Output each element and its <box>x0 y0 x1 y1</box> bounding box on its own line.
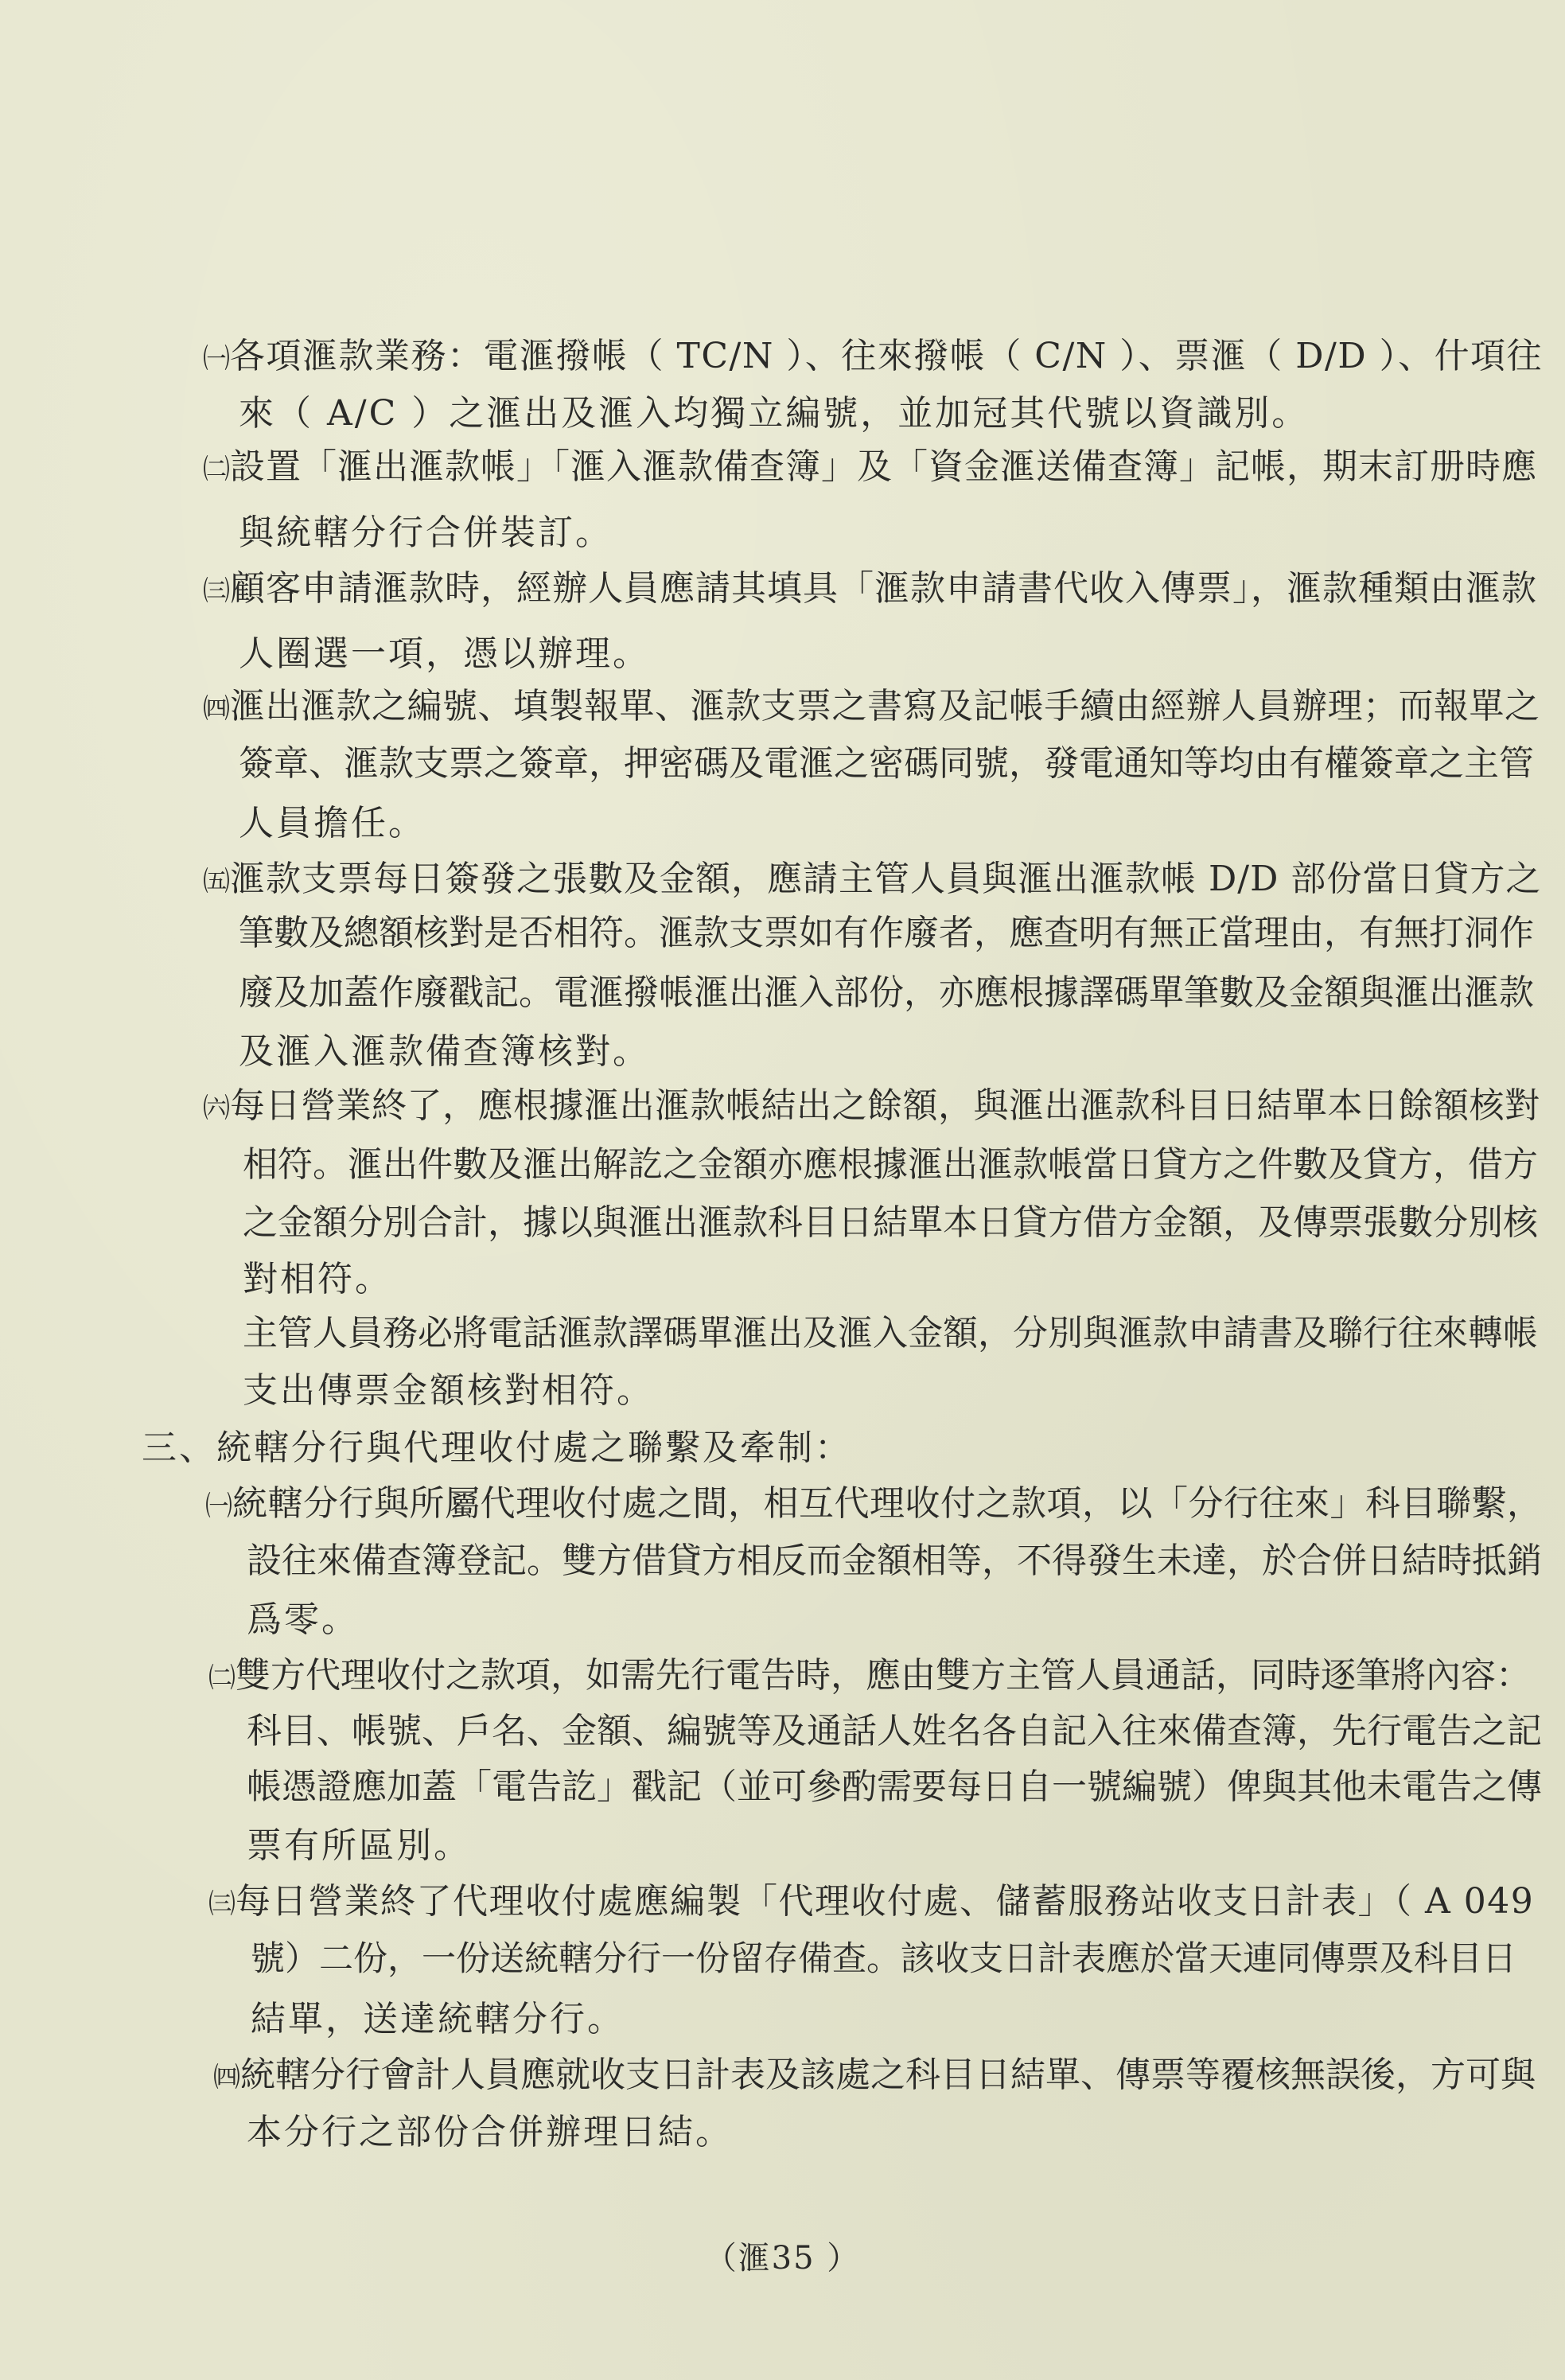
s3-item-2-line-4: 票有所區別。 <box>247 1825 471 1866</box>
item-2-text-1: 設置「滙出滙款帳」「滙入滙款備查簿」及「資金滙送備查簿」記帳，期末訂册時應 <box>230 446 1537 487</box>
section-3-heading: 三、統轄分行與代理收付處之聯繫及牽制： <box>142 1428 852 1468</box>
item-5-line-4: 及滙入滙款備查簿核對。 <box>239 1031 650 1072</box>
item-2-marker: ㈡ <box>203 454 230 485</box>
item-3-text-1: 顧客申請滙款時，經辦人員應請其填具「滙款申請書代收入傳票」，滙款種類由滙款 <box>230 568 1537 609</box>
item-5-line-1 <box>203 855 1541 906</box>
item-6-marker: ㈥ <box>203 1093 230 1124</box>
s3-item-2-marker: ㈡ <box>208 1662 236 1694</box>
page-number: （滙35 ） <box>704 2240 861 2277</box>
item-4-text-1: 滙出滙款之編號、填製報單、滙款支票之書寫及記帳手續由經辦人員辦理；而報單之 <box>230 686 1540 726</box>
item-5-marker: ㈤ <box>203 866 230 898</box>
s3-item-3-line-1 <box>208 1878 1534 1928</box>
item-1-marker: ㈠ <box>203 343 230 375</box>
s3-item-4-line-2: 本分行之部份合併辦理日結。 <box>247 2112 733 2152</box>
item-4-line-1 <box>203 683 1540 733</box>
item-5-text-1: 滙款支票每日簽發之張數及金額，應請主管人員與滙出滙款帳 D/D 部份當日貸方之 <box>230 859 1542 899</box>
s3-item-4-marker: ㈣ <box>213 2062 240 2094</box>
item-5-line-3: 廢及加蓋作廢戳記。電滙撥帳滙出滙入部份，亦應根據譯碼單筆數及金額與滙出滙款 <box>239 972 1534 1013</box>
s3-item-3-line-2: 號）二份，一份送統轄分行一份留存備查。該收支日計表應於當天連同傳票及科目日 <box>251 1939 1516 1979</box>
item-3-line-2: 人圈選一項，憑以辦理。 <box>239 633 650 674</box>
item-6-para2-line-1: 主管人員務必將電話滙款譯碼單滙出及滙入金額，分別與滙款申請書及聯行往來轉帳 <box>243 1313 1538 1354</box>
s3-item-2-line-1 <box>208 1652 1531 1702</box>
item-1-line-1 <box>203 333 1543 383</box>
item-6-line-2: 相符。滙出件數及滙出解訖之金額亦應根據滙出滙款帳當日貸方之件數及貸方，借方 <box>243 1144 1538 1185</box>
item-2-line-2: 與統轄分行合併裝訂。 <box>239 512 613 553</box>
item-6-para2-line-2: 支出傳票金額核對相符。 <box>243 1370 654 1411</box>
item-3-line-1 <box>203 565 1537 615</box>
item-2-line-1 <box>203 443 1537 493</box>
item-3-marker: ㈢ <box>203 575 230 607</box>
item-4-marker: ㈣ <box>203 693 230 725</box>
s3-item-4-text-1: 統轄分行會計人員應就收支日計表及該處之科目日結單、傳票等覆核無誤後，方可與 <box>240 2055 1536 2095</box>
s3-item-2-line-3: 帳憑證應加蓋「電告訖」戳記（並可參酌需要每日自一號編號）俾與其他未電告之傳 <box>247 1766 1542 1807</box>
item-1-line-2: 來（ A/C ）之滙出及滙入均獨立編號，並加冠其代號以資識別。 <box>239 393 1310 434</box>
s3-item-3-text-1: 每日營業終了代理收付處應編製「代理收付處、儲蓄服務站收支日計表」（ A 049 <box>236 1881 1535 1922</box>
item-4-line-2: 簽章、滙款支票之簽章，押密碼及電滙之密碼同號，發電通知等均由有權簽章之主管 <box>239 743 1534 784</box>
s3-item-1-text-1: 統轄分行與所屬代理收付處之間，相互代理收付之款項，以「分行往來」科目聯繫， <box>232 1483 1543 1524</box>
item-4-line-3: 人員擔任。 <box>239 803 426 843</box>
item-5-line-2: 筆數及總額核對是否相符。滙款支票如有作廢者，應查明有無正當理由，有無打洞作 <box>239 913 1534 953</box>
s3-item-2-line-2: 科目、帳號、戶名、金額、編號等及通話人姓名各自記入往來備查簿，先行電告之記 <box>247 1711 1542 1751</box>
s3-item-2-text-1: 雙方代理收付之款項，如需先行電告時，應由雙方主管人員通話，同時逐筆將內容： <box>236 1655 1531 1696</box>
s3-item-1-line-1 <box>205 1480 1543 1530</box>
s3-item-1-line-2: 設往來備查簿登記。雙方借貸方相反而金額相等，不得發生未達，於合併日結時抵銷 <box>247 1541 1542 1581</box>
item-1-text-1: 各項滙款業務：電滙撥帳（ TC/N ）、往來撥帳（ C/N ）、票滙（ D/D ）、什項往 <box>230 336 1544 376</box>
item-6-line-1 <box>203 1082 1540 1132</box>
s3-item-1-line-3: 爲零。 <box>247 1599 359 1640</box>
s3-item-1-marker: ㈠ <box>205 1490 232 1522</box>
s3-item-4-line-1 <box>213 2051 1536 2101</box>
s3-item-3-line-3: 結單，送達統轄分行。 <box>251 1999 625 2039</box>
item-6-line-4: 對相符。 <box>243 1259 392 1299</box>
item-6-text-1: 每日營業終了，應根據滙出滙款帳結出之餘額，與滙出滙款科目日結單本日餘額核對 <box>230 1085 1540 1126</box>
s3-item-3-marker: ㈢ <box>208 1888 236 1920</box>
item-6-line-3: 之金額分別合計，據以與滙出滙款科目日結單本日貸方借方金額，及傳票張數分別核 <box>243 1202 1538 1243</box>
